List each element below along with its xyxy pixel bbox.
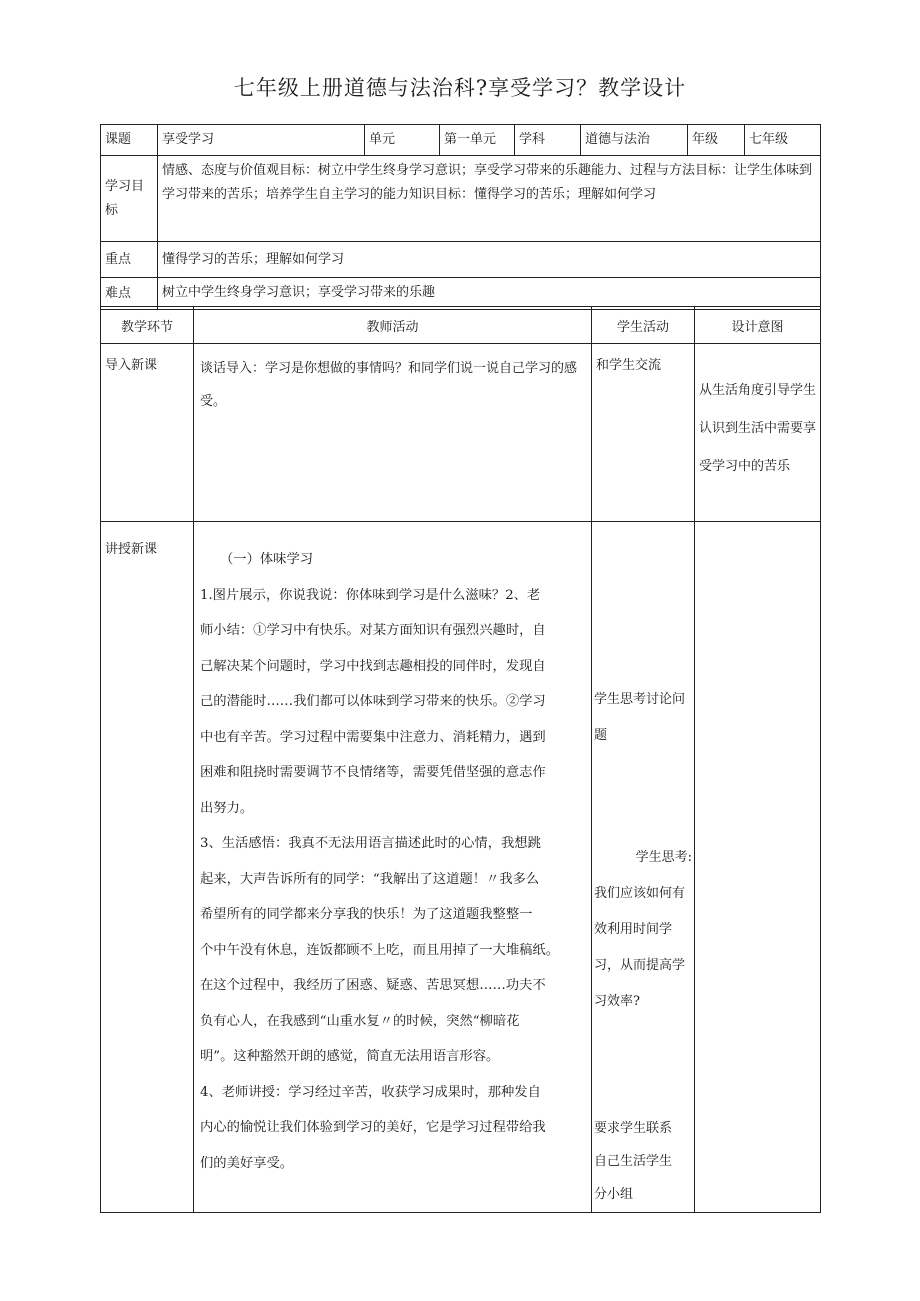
key-label: 重点 xyxy=(101,242,158,278)
col-design: 设计意图 xyxy=(695,307,821,344)
lesson-line: 中也有辛苦。学习过程中需要集中注意力、消耗精力，遇到 xyxy=(200,729,546,745)
col-student: 学生活动 xyxy=(592,307,695,344)
student-group: 要求学生联系自己生活学生分小组 xyxy=(594,1121,673,1202)
subject-value: 道德与法治 xyxy=(581,125,688,156)
student-discuss: 学生思考讨论问题 xyxy=(594,692,686,743)
student-think-head: 学生思考: xyxy=(635,850,692,865)
lesson-line: 出努力。 xyxy=(200,800,254,816)
lesson-line: 负有心人，在我感到“山重水复〃的时候，突然“柳暗花 xyxy=(200,1013,520,1029)
lesson-line: 1.图片展示，你说我说：你体味到学习是什么滋味？2、老 xyxy=(200,587,541,603)
teacher-intro xyxy=(194,344,592,522)
goals-text: 情感、态度与价值观目标：树立中学生终身学习意识；享受学习带来的乐趣能力、过程与方法目标：让学生体味到学习带来的苦乐；培养学生自主学习的能力知识目标：懂得学习的苦乐；理解如何学习 xyxy=(158,156,821,242)
teaching-process-table xyxy=(100,306,821,1213)
goals-label: 学习目标 xyxy=(101,156,158,242)
lesson-line: 起来，大声告诉所有的同学：“我解出了这道题！〃我多么 xyxy=(200,871,540,887)
page-title: 七年级上册道德与法治科?享受学习？教学设计 xyxy=(233,76,687,100)
difficulty-label: 难点 xyxy=(101,278,158,310)
lesson-line: 希望所有的同学都来分享我的快乐！为了这道题我整整一 xyxy=(200,907,533,922)
lesson-info-table xyxy=(100,124,821,310)
stage-intro: 导入新课 xyxy=(101,344,194,522)
lesson-line: 明”。这种豁然开朗的感觉，简直无法用语言形容。 xyxy=(200,1049,500,1064)
lesson-line: （一）体味学习 xyxy=(220,552,314,567)
subject-label: 学科 xyxy=(515,125,581,156)
key-text: 懂得学习的苦乐；理解如何学习 xyxy=(158,242,821,278)
difficulty-text: 树立中学生终身学习意识；享受学习带来的乐趣 xyxy=(158,278,821,310)
course-value: 享受学习 xyxy=(158,125,365,156)
col-stage: 教学环节 xyxy=(101,307,194,344)
course-label: 课题 xyxy=(101,125,158,156)
design-intro: 从生活角度引导学生认识到生活中需要享受学习中的苦乐 xyxy=(695,344,821,522)
lesson-line: 内心的愉悦让我们体验到学习的美好，它是学习过程带给我 xyxy=(200,1120,546,1135)
student-new xyxy=(592,522,695,1213)
grade-label: 年级 xyxy=(688,125,745,156)
lesson-line: 己解决某个问题时，学习中找到志趣相投的同伴时，发现自 xyxy=(200,658,546,674)
lesson-line: 师小结：①学习中有快乐。对某方面知识有强烈兴趣时，自 xyxy=(200,623,546,638)
lesson-line: 在这个过程中，我经历了困惑、疑惑、苦思冥想……功夫不 xyxy=(200,978,546,993)
unit-value: 第一单元 xyxy=(440,125,515,156)
lesson-line: 3、生活感悟：我真不无法用语言描述此时的心情，我想跳 xyxy=(200,836,541,851)
lesson-line: 个中午没有休息，连饭都顾不上吃，而且用掉了一大堆稿纸。 xyxy=(200,942,560,958)
teacher-intro-text: 谈话导入：学习是你想做的事情吗？和同学们说一说自己学习的感受。 xyxy=(200,361,578,409)
stage-new: 讲授新课 xyxy=(101,522,194,1213)
col-teacher: 教师活动 xyxy=(194,307,592,344)
teacher-new-text xyxy=(200,542,585,1181)
unit-label: 单元 xyxy=(365,125,440,156)
student-intro: 和学生交流 xyxy=(592,344,695,522)
teacher-new xyxy=(194,522,592,1213)
lesson-line: 己的潜能时……我们都可以体味到学习带来的快乐。②学习 xyxy=(200,694,546,709)
design-new xyxy=(695,522,821,1213)
lesson-line: 们的美好享受。 xyxy=(200,1155,294,1171)
grade-value: 七年级 xyxy=(745,125,821,156)
student-think: 我们应该如何有效利用时间学习，从而提高学习效率? xyxy=(594,886,686,1009)
lesson-line: 困难和阻挠时需要调节不良情绪等，需要凭借坚强的意志作 xyxy=(200,765,546,780)
lesson-line: 4、老师讲授：学习经过辛苦，收获学习成果时，那种发自 xyxy=(200,1084,541,1100)
